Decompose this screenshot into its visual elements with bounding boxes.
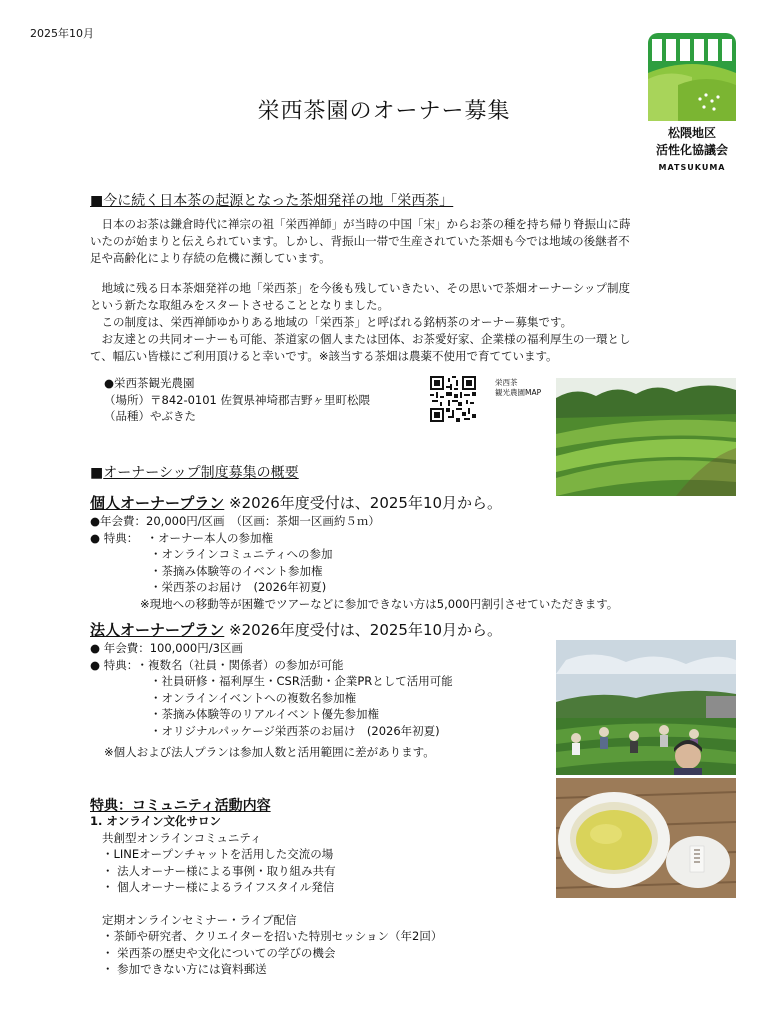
corporate-plan-title: 法人オーナープラン [90,621,225,639]
community-details [90,813,550,978]
community-item: ・ 参加できない方には資料郵送 [102,962,267,976]
tea-cup-photo [556,778,736,898]
community-item: ・ 法人オーナー様による事例・取り組み共有 [102,863,336,878]
corporate-benefit-label: ● 特典： [90,657,133,672]
tea-field-image [556,378,736,496]
farm-name: ●栄西茶観光農園 [104,376,195,390]
qr-caption: 栄西茶 観光農園MAP [495,378,542,397]
overview-heading: ■オーナーシップ制度募集の概要 [90,465,299,481]
community-heading: 特典：コミュニティ活動内容 [90,798,271,814]
corporate-plan-heading [90,619,502,640]
tea-field-logo-icon [648,33,736,121]
map-qr-code[interactable] [430,376,476,426]
personal-benefit-item: ・茶摘み体験等のイベント参加権 [150,563,323,578]
matsukuma-logo [648,33,736,121]
farm-variety: （品種）やぶきた [104,409,196,423]
issue-date: 2025年10月 [30,27,94,40]
corporate-fee: ● 年会費：100,000円/3区画 [90,641,243,655]
tea-cup-image [556,778,736,898]
corporate-benefit-item: ・複数名（社員・関係者）の参加が可能 [136,657,344,672]
personal-plan-details [90,513,710,612]
tea-picking-photo [556,640,736,775]
corporate-remark: ※個人および法人プランは参加人数と活用範囲に差があります。 [104,745,435,759]
community-item: ・ 栄西茶の歴史や文化についての学びの機会 [102,945,336,960]
personal-remark: ※現地への移動等が困難でツアーなどに参加できない方は5,000円割引させていただきます。 [140,596,619,611]
community-item: ・LINEオープンチャットを活用した交流の場 [102,847,334,861]
personal-benefit-item: ・オンラインコミュニティへの参加 [150,547,333,561]
tea-picking-image [556,640,736,775]
logo-organization-name: 松隈地区 活性化協議会 [655,126,728,157]
personal-plan-note: ※2026年度受付は、2025年10月から。 [229,494,503,512]
corporate-plan-note: ※2026年度受付は、2025年10月から。 [229,621,503,639]
corporate-benefit-item: ・オンラインイベントへの複数名参加権 [150,690,357,705]
community-subheading: 定期オンラインセミナー・ライブ配信 [102,912,297,927]
corporate-benefit-item: ・茶摘み体験等のリアルイベント優先参加権 [150,707,379,721]
corporate-plan-details [90,640,550,739]
personal-plan-heading [90,492,502,513]
corporate-benefit-item: ・社員研修・福利厚生・CSR活動・企業PRとして活用可能 [150,674,453,688]
logo-roman-text: MATSUKUMA [658,163,726,172]
page-title: 栄西茶園のオーナー募集 [257,99,511,124]
intro-paragraph-2: 地域に残る日本茶畑発祥の地「栄西茶」を今後も残していきたい、その思いで茶畑オーナーシップ制度 という新たな取組みをスタートさせることとなりました。 この制度は、栄西禅師ゆかりある地域の「栄西茶」と呼ばれる銘柄茶のオーナー募集です。 お友達との共同オーナーも可能、茶道家の個人または団体、お茶愛好家、企業様の福利厚生の一環とし て、幅広い皆様にご利用頂けると幸いです。※該当する茶畑は農薬不使用で育てています。 [90,281,631,363]
farm-info [104,375,370,425]
qr-code-icon [430,376,476,422]
personal-benefit-item: ・オーナー本人の参加権 [146,530,273,545]
community-section-title: 1. オンライン文化サロン [90,814,222,828]
community-item: ・ 個人オーナー様によるライフスタイル発信 [102,880,335,894]
personal-plan-title: 個人オーナープラン [90,494,225,512]
tea-field-photo [556,378,736,496]
farm-place: （場所）〒842-0101 佐賀県神埼郡吉野ヶ里町松隈 [104,392,371,407]
community-subheading: 共創型オンラインコミュニティ [102,830,262,845]
community-item: ・茶師や研究者、クリエイターを招いた特別セッション（年2回） [102,929,443,943]
personal-benefit-item: ・栄西茶のお届け (2026年初夏) [150,580,327,594]
corporate-benefit-item: ・オリジナルパッケージ栄西茶のお届け (2026年初夏) [150,723,440,738]
intro-paragraph-1: 日本のお茶は鎌倉時代に禅宗の祖「栄西禅師」が当時の中国「宋」からお茶の種を持ち帰り脊振山に蒔 いたのが始まりと伝えられています。しかし、背振山一帯で生産されていた茶畑も今では地域の後継者不 足や高齢化により存続の危機に瀕しています。 [90,217,631,265]
intro-heading: ■今に続く日本茶の起源となった茶畑発祥の地「栄西茶」 [90,193,454,209]
personal-benefit-label: ● 特典： [90,530,133,545]
personal-fee: ●年会費：20,000円/区画 （区画：茶畑一区画約５ｍ） [90,514,380,528]
